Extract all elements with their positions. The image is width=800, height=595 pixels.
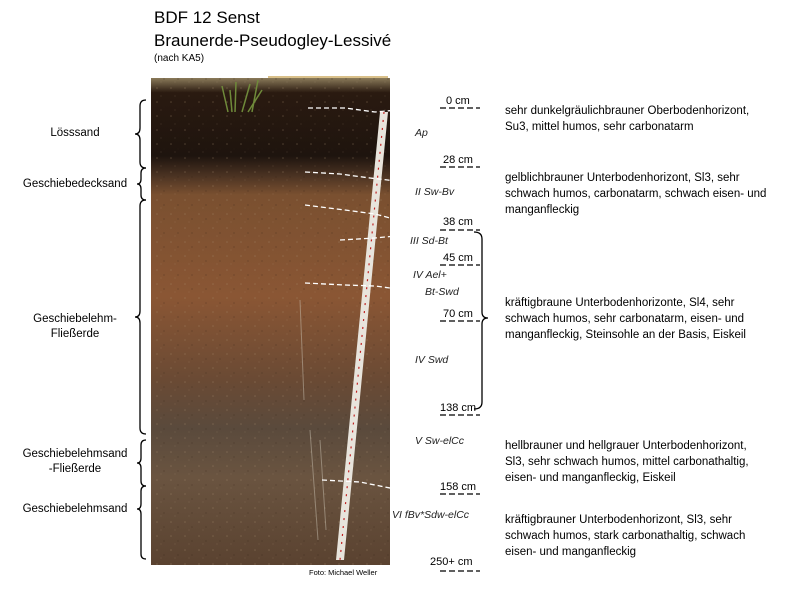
horizon-v: V Sw-elCc [415,435,465,447]
label-geschiebedecksand [0,177,150,192]
description-line: schwach humos, sehr carbonatarm, eisen- und [505,313,745,325]
description-v [505,438,800,486]
description-ii [505,170,800,218]
label-loesssand [0,126,150,141]
label-line: Geschiebelehmsand [22,448,128,460]
horizon-ap: Ap [415,127,428,139]
depth-70: 70 cm [443,308,473,320]
label-geschiebelehm-fliesserde [0,312,150,342]
description-line: manganfleckig, Steinsohle an der Basis, Eiskeil [505,329,746,341]
horizon-lines [440,108,480,571]
depth-250: 250+ cm [430,556,473,568]
horizon-iv-swd: IV Swd [415,354,449,366]
description-ap [505,103,800,135]
description-line: eisen- und manganfleckig [505,546,637,558]
title-line-3: (nach KA5) [154,53,205,64]
horizon-bt-swd: Bt-Swd [425,286,459,298]
depth-38: 38 cm [443,216,473,228]
depth-28: 28 cm [443,154,473,166]
horizon-vi: VI fBv*Sdw-elCc [392,509,470,521]
description-line: gelblichbrauner Unterbodenhorizont, Sl3, sehr [505,172,740,184]
label-geschiebelehmsand-fliesserde [0,447,150,477]
depth-138: 138 cm [440,402,477,414]
description-line: kräftigbraune Unterbodenhorizonte, Sl4, sehr [505,297,735,309]
description-iii-iv [505,295,800,343]
label-line: Geschiebedecksand [22,178,128,190]
label-line: Geschiebelehm- [33,313,117,325]
title-line-1: BDF 12 Senst [154,8,260,27]
label-line: Lösssand [50,127,100,139]
depth-0: 0 cm [446,95,470,107]
horizon-ii: II Sw-Bv [415,186,455,198]
description-line: kräftigbrauner Unterbodenhorizont, Sl3, sehr [505,514,732,526]
depth-158: 158 cm [440,481,477,493]
description-line: schwach humos, carbonatarm, schwach eisen- und [505,188,767,200]
label-line: Fließerde [50,328,100,340]
description-line: eisen- und manganfleckig, Eiskeil [505,472,676,484]
description-line: hellbrauner und hellgrauer Unterbodenhorizont, [505,440,747,452]
label-line: Geschiebelehmsand [22,503,128,515]
soil-texture [151,78,390,565]
horizon-iii: III Sd-Bt [410,235,448,247]
label-line: -Fließerde [48,463,102,475]
description-vi [505,512,800,560]
description-line: schwach humos, stark carbonathaltig, schwach [505,530,746,542]
description-line: Su3, mittel humos, sehr carbonatarm [505,121,694,133]
description-line: sehr dunkelgräulichbrauner Oberbodenhorizont, [505,105,750,117]
depth-45: 45 cm [443,252,473,264]
horizon-iv-ael: IV Ael+ [413,269,447,281]
label-geschiebelehmsand [0,502,150,517]
description-line: Sl3, sehr schwach humos, mittel carbonathaltig, [505,456,749,468]
title-line-2: Braunerde-Pseudogley-Lessivé [154,31,392,50]
photo-credit: Foto: Michael Weller [309,568,378,577]
description-line: manganfleckig [505,204,580,216]
